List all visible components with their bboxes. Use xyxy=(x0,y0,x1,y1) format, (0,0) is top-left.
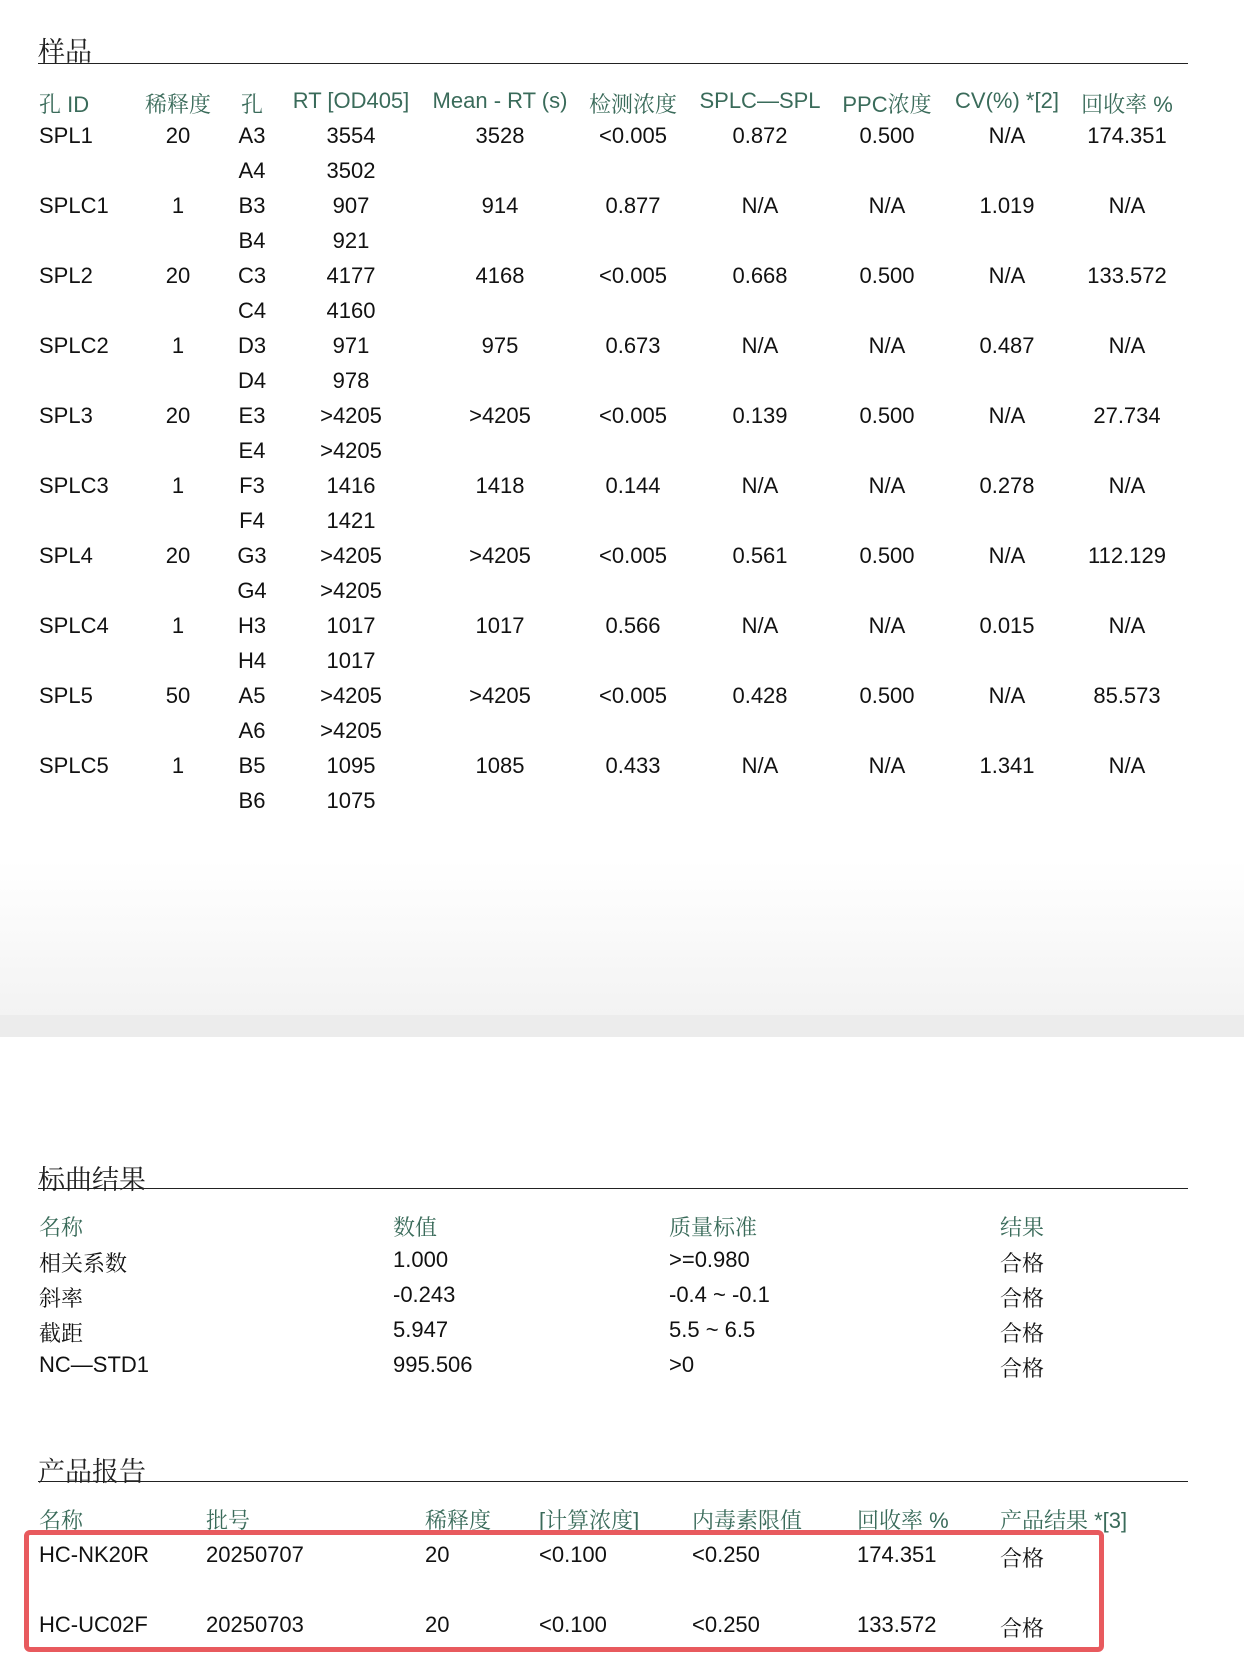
sample-table-cell: N/A xyxy=(868,753,906,778)
sample-table-cell: G4 xyxy=(237,578,267,603)
sample-section-rule xyxy=(38,63,1188,64)
sample-table-cell: 0.500 xyxy=(859,403,915,428)
product-table-cell: HC-UC02F xyxy=(39,1612,148,1637)
sample-table-cell: 0.139 xyxy=(732,403,788,428)
sample-table-cell: G3 xyxy=(237,543,267,568)
sample-table-cell: <0.005 xyxy=(599,263,667,288)
sample-table-cell: SPLC2 xyxy=(39,333,109,358)
sample-table-cell: 27.734 xyxy=(1093,403,1161,428)
sample-table-cell: H3 xyxy=(237,613,267,638)
curve-table-cell: 斜率 xyxy=(39,1286,84,1311)
sample-table-cell: A4 xyxy=(238,158,266,183)
sample-table-cell: 1017 xyxy=(475,613,525,638)
sample-table-cell: N/A xyxy=(1108,333,1146,358)
sample-table-cell: B5 xyxy=(238,753,266,778)
product-table-header-cell: 名称 xyxy=(39,1508,84,1533)
sample-table-cell: 1418 xyxy=(475,473,525,498)
curve-section-rule xyxy=(38,1188,1188,1189)
sample-table-cell: 921 xyxy=(332,228,370,253)
sample-table-cell: 133.572 xyxy=(1087,263,1167,288)
sample-table-cell: A3 xyxy=(238,123,266,148)
sample-table-cell: N/A xyxy=(741,753,779,778)
sample-table-header-cell: 回收率 % xyxy=(1081,92,1173,117)
sample-table-cell: N/A xyxy=(988,263,1026,288)
sample-table-header-cell: 稀释度 xyxy=(144,92,211,117)
sample-table-cell: N/A xyxy=(741,193,779,218)
sample-table-cell: A6 xyxy=(238,718,266,743)
sample-table-cell: <0.005 xyxy=(599,543,667,568)
sample-table-cell: 1416 xyxy=(326,473,376,498)
sample-table-cell: B6 xyxy=(238,788,266,813)
curve-table-cell: 合格 xyxy=(1000,1251,1045,1276)
sample-table-header-cell: 检测浓度 xyxy=(588,92,677,117)
product-section-title: 产品报告 xyxy=(38,1457,146,1488)
sample-table-cell: F4 xyxy=(239,508,265,533)
sample-table-cell: 50 xyxy=(165,683,191,708)
sample-table-cell: 1 xyxy=(171,473,185,498)
sample-table-cell: 1085 xyxy=(475,753,525,778)
sample-table-cell: N/A xyxy=(1108,193,1146,218)
product-table-header-cell: 回收率 % xyxy=(857,1508,949,1533)
sample-table-cell: 112.129 xyxy=(1088,543,1166,568)
sample-table-cell: 0.877 xyxy=(605,193,661,218)
sample-table-cell: 0.872 xyxy=(732,123,788,148)
curve-table-cell: 995.506 xyxy=(393,1352,473,1377)
sample-table-cell: 0.487 xyxy=(979,333,1035,358)
curve-table-header-cell: 名称 xyxy=(39,1215,84,1240)
product-table-cell: 20 xyxy=(425,1612,450,1637)
product-table-cell: 20 xyxy=(425,1542,450,1567)
sample-table-cell: N/A xyxy=(1108,613,1146,638)
curve-table-cell: >0 xyxy=(669,1352,695,1377)
sample-table-cell: 0.566 xyxy=(605,613,661,638)
sample-table-cell: SPLC5 xyxy=(39,753,109,778)
curve-table-cell: -0.4 ~ -0.1 xyxy=(669,1282,770,1307)
product-table-cell: 20250703 xyxy=(206,1612,304,1637)
sample-table-header-cell: SPLC—SPL xyxy=(699,88,821,113)
sample-section-title: 样品 xyxy=(38,37,92,68)
sample-table-cell: B4 xyxy=(238,228,266,253)
sample-table-cell: N/A xyxy=(741,473,779,498)
sample-table-cell: >4205 xyxy=(320,718,382,743)
product-table-cell: <0.100 xyxy=(539,1612,607,1637)
sample-table-cell: SPL5 xyxy=(39,683,93,708)
sample-table-cell: 978 xyxy=(332,368,370,393)
curve-table-cell: 1.000 xyxy=(393,1247,449,1272)
sample-table-cell: <0.005 xyxy=(599,403,667,428)
product-table-cell: 合格 xyxy=(1000,1616,1045,1641)
curve-table-header-cell: 数值 xyxy=(393,1215,438,1240)
sample-table-cell: 1075 xyxy=(326,788,376,813)
sample-table-header-cell: RT [OD405] xyxy=(292,88,410,113)
sample-table-header-cell: 孔 xyxy=(240,92,263,117)
sample-table-cell: N/A xyxy=(988,403,1026,428)
product-table-cell: 174.351 xyxy=(857,1542,937,1567)
sample-table-cell: 3554 xyxy=(326,123,376,148)
sample-table-cell: 1.019 xyxy=(979,193,1035,218)
curve-table-cell: 合格 xyxy=(1000,1321,1045,1346)
sample-table-cell: D4 xyxy=(237,368,267,393)
product-table-cell: 133.572 xyxy=(857,1612,937,1637)
sample-table-cell: SPLC4 xyxy=(39,613,109,638)
highlight-box xyxy=(24,1530,1104,1652)
curve-table-header-cell: 质量标准 xyxy=(669,1215,758,1240)
curve-table-cell: >=0.980 xyxy=(669,1247,750,1272)
sample-table-cell: N/A xyxy=(868,613,906,638)
curve-table-cell: 5.947 xyxy=(393,1317,449,1342)
sample-table-cell: >4205 xyxy=(320,438,382,463)
sample-table-cell: N/A xyxy=(988,683,1026,708)
sample-table-cell: 1 xyxy=(171,333,185,358)
sample-table-cell: >4205 xyxy=(320,683,382,708)
sample-table-cell: >4205 xyxy=(320,543,382,568)
sample-table-cell: E3 xyxy=(238,403,266,428)
sample-table-cell: 1 xyxy=(171,613,185,638)
sample-table-cell: N/A xyxy=(868,333,906,358)
sample-table-cell: 3528 xyxy=(475,123,525,148)
sample-table-cell: 0.500 xyxy=(859,543,915,568)
sample-table-cell: >4205 xyxy=(469,683,531,708)
sample-table-cell: 4177 xyxy=(326,263,376,288)
sample-table-cell: >4205 xyxy=(469,543,531,568)
sample-table-cell: 1 xyxy=(171,753,185,778)
sample-table-cell: A5 xyxy=(238,683,266,708)
sample-table-cell: SPL1 xyxy=(39,123,93,148)
sample-table-cell: 20 xyxy=(165,543,191,568)
sample-table-cell: 1 xyxy=(171,193,185,218)
curve-table-cell: 合格 xyxy=(1000,1286,1045,1311)
sample-table-cell: 907 xyxy=(332,193,370,218)
curve-table-cell: NC—STD1 xyxy=(39,1352,150,1377)
sample-table-cell: 4168 xyxy=(475,263,525,288)
product-table-cell: <0.250 xyxy=(692,1542,760,1567)
curve-table-cell: 合格 xyxy=(1000,1356,1045,1381)
sample-table-cell: 3502 xyxy=(326,158,376,183)
sample-table-cell: 0.015 xyxy=(979,613,1035,638)
sample-table-cell: N/A xyxy=(868,473,906,498)
sample-table-cell: C4 xyxy=(237,298,267,323)
sample-table-cell: 0.561 xyxy=(732,543,788,568)
sample-table-cell: N/A xyxy=(988,123,1026,148)
sample-table-cell: 1.341 xyxy=(979,753,1035,778)
sample-table-cell: 0.668 xyxy=(732,263,788,288)
product-table-header-cell: 产品结果 *[3] xyxy=(1000,1508,1128,1533)
sample-table-cell: N/A xyxy=(741,333,779,358)
curve-table-header-cell: 结果 xyxy=(1000,1215,1045,1240)
sample-table-cell: N/A xyxy=(741,613,779,638)
product-table-cell: 合格 xyxy=(1000,1546,1045,1571)
curve-table-cell: 5.5 ~ 6.5 xyxy=(669,1317,756,1342)
sample-table-cell: 914 xyxy=(481,193,519,218)
sample-table-cell: 0.278 xyxy=(979,473,1035,498)
sample-table-cell: B3 xyxy=(238,193,266,218)
sample-table-cell: D3 xyxy=(237,333,267,358)
sample-table-cell: SPL4 xyxy=(39,543,93,568)
sample-table-cell: 0.428 xyxy=(732,683,788,708)
sample-table-cell: 1017 xyxy=(326,613,376,638)
sample-table-cell: 0.144 xyxy=(605,473,661,498)
sample-table-cell: N/A xyxy=(1108,473,1146,498)
product-table-header-cell: [计算浓度] xyxy=(539,1508,640,1533)
sample-table-cell: SPL3 xyxy=(39,403,93,428)
product-table-header-cell: 稀释度 xyxy=(425,1508,492,1533)
sample-table-header-cell: Mean - RT (s) xyxy=(432,88,568,113)
sample-table-cell: SPLC1 xyxy=(39,193,109,218)
sample-table-cell: >4205 xyxy=(320,578,382,603)
sample-table-cell: 0.500 xyxy=(859,263,915,288)
page-break-gap xyxy=(0,1015,1244,1037)
sample-table-cell: 1095 xyxy=(326,753,376,778)
curve-table-cell: 截距 xyxy=(39,1321,84,1346)
sample-table-header-cell: PPC浓度 xyxy=(842,92,932,117)
sample-table-cell: 971 xyxy=(332,333,370,358)
sample-table-cell: <0.005 xyxy=(599,123,667,148)
product-section-rule xyxy=(38,1481,1188,1482)
sample-table-cell: 20 xyxy=(165,403,191,428)
sample-table-cell: SPL2 xyxy=(39,263,93,288)
sample-table-cell: E4 xyxy=(238,438,266,463)
sample-table-cell: 85.573 xyxy=(1093,683,1161,708)
curve-table-cell: 相关系数 xyxy=(39,1251,128,1276)
page-bottom-fade xyxy=(0,860,1244,1015)
sample-table-cell: 4160 xyxy=(326,298,376,323)
sample-table-cell: >4205 xyxy=(320,403,382,428)
sample-table-cell: 0.500 xyxy=(859,683,915,708)
sample-table-header-cell: CV(%) *[2] xyxy=(955,88,1059,113)
sample-table-cell: 0.500 xyxy=(859,123,915,148)
sample-table-cell: >4205 xyxy=(469,403,531,428)
sample-table-cell: 0.433 xyxy=(605,753,661,778)
sample-table-cell: C3 xyxy=(237,263,267,288)
sample-table-cell: N/A xyxy=(1108,753,1146,778)
sample-table-cell: F3 xyxy=(239,473,265,498)
sample-table-cell: N/A xyxy=(868,193,906,218)
sample-table-cell: SPLC3 xyxy=(39,473,109,498)
sample-table-cell: N/A xyxy=(988,543,1026,568)
product-table-cell: <0.100 xyxy=(539,1542,607,1567)
sample-table-cell: 1017 xyxy=(326,648,376,673)
sample-table-cell: H4 xyxy=(237,648,267,673)
sample-table-cell: 975 xyxy=(481,333,519,358)
product-table-cell: HC-NK20R xyxy=(39,1542,150,1567)
product-table-header-cell: 批号 xyxy=(206,1508,251,1533)
product-table-cell: 20250707 xyxy=(206,1542,304,1567)
sample-table-cell: 174.351 xyxy=(1087,123,1167,148)
sample-table-cell: 20 xyxy=(165,263,191,288)
sample-table-cell: 1421 xyxy=(326,508,376,533)
sample-table-header-cell: 孔 ID xyxy=(39,92,90,117)
product-table-header-cell: 内毒素限值 xyxy=(692,1508,803,1533)
product-table-cell: <0.250 xyxy=(692,1612,760,1637)
sample-table-cell: <0.005 xyxy=(599,683,667,708)
sample-table-cell: 0.673 xyxy=(605,333,661,358)
curve-section-title: 标曲结果 xyxy=(38,1165,146,1196)
sample-table-cell: 20 xyxy=(165,123,191,148)
curve-table-cell: -0.243 xyxy=(393,1282,456,1307)
